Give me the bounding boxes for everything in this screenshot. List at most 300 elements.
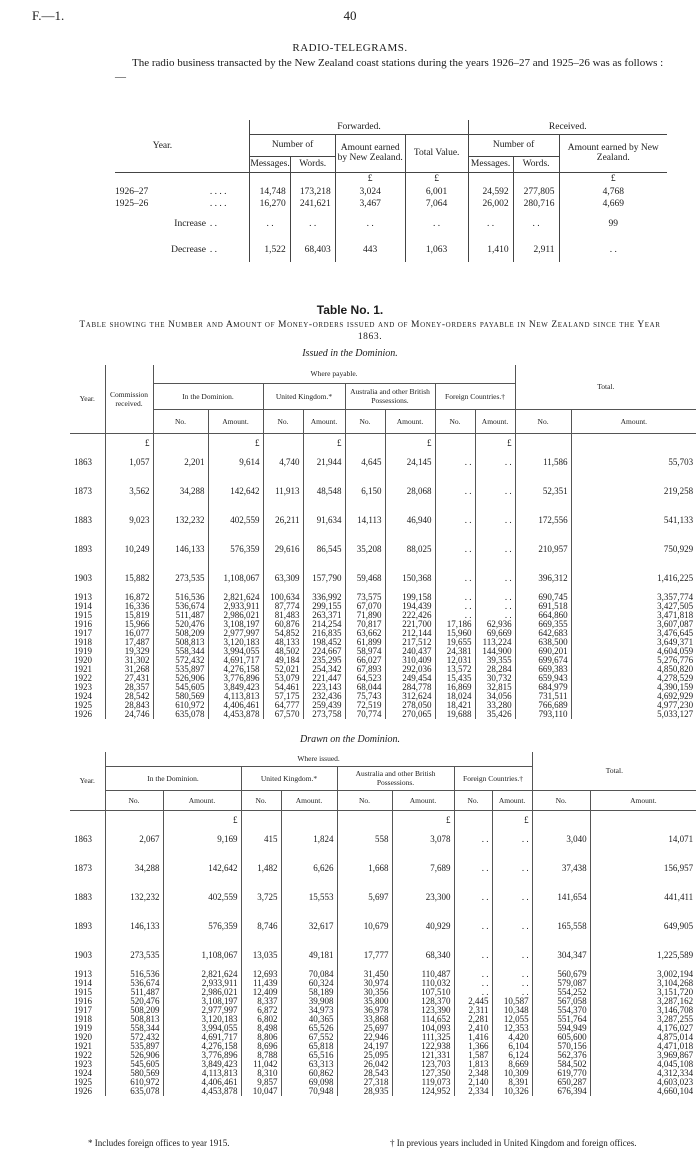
value-cell: 64,523 — [345, 674, 385, 683]
value-cell: 194,439 — [385, 602, 435, 611]
value-cell: 15,819 — [105, 611, 153, 620]
value-cell: 635,078 — [153, 710, 208, 719]
value-cell: 516,536 — [105, 970, 163, 979]
value-cell: 15,882 — [105, 564, 153, 593]
col-year: Year. — [70, 365, 105, 433]
year-cell: 1917 — [74, 1004, 92, 1015]
value-cell: 10,348 — [492, 1006, 532, 1015]
drawn-table: Year. Where issued. Total. In the Dominion. United Kingdom.* Australia and other British Possessions. Foreign Countries.† No. Amount. No. Amount. No. Amount. No. Amount. No. Amount. £ £ £ 1863 2,067 9,169 415 1,824 558 3,078 . . . . 3,040 14,071 1873 34,288 142,642 1,482 6,626 1,668 7,689 . . . . 37,438 156,957 1883 132,232 402,559 3,725 15,553 5,697 23,300 . . . . 141,654 441,411 1893 146,133 576,359 8,746 32,617 10,679 40,929 . . . . 165,558 649,905 1903 273,535 1,108,067 13,035 49,181 17,777 68,340 . . . . 304,347 1,225,589 1913 516,536 2,821,624 12,693 70,084 31,450 110,487 . . . . 560,679 3,002,194 1914 536,674 2,933,911 11,439 60,324 30,974 110,032 . . . . 579,087 3,104,268 1915 511,487 2,986,021 12,409 58,189 30,356 107,510 . . . . 554,252 3,151,720 1916 520,476 3,108,197 8,337 39,908 35,800 128,370 2,445 10,587 567,058 3,287,162 1917 508,209 2,977,997 6,872 34,973 36,978 123,390 2,311 10,348 554,370 3,146,708 1918 508,813 3,120,183 6,802 40,365 33,868 114,652 2,281 12,055 551,764 3,287,255 1919 558,344 3,994,055 8,498 65,526 25,697 104,093 2,410 12,353 594,949 4,176,027 1920 572,432 4,691,717 8,806 67,552 22,946 111,325 1,416 4,420 605,600 4,875,014 1921 535,897 4,276,158 8,696 65,818 24,197 122,938 1,366 6,104 570,156 4,471,018 1922 526,906 3,776,896 8,788 65,516 25,095 121,331 1,587 6,124 562,376 3,969,867 1923 545,605 3,849,423 11,042 63,313 26,042 123,703 1,813 8,669 584,502 4,045,108 1924 580,569 4,113,813 8,310 60,862 28,543 127,350 2,348 10,309 619,770 4,312,334 1925 610,972 4,406,461 9,857 69,098 27,318 119,073 2,140 8,391 650,287 4,603,023 1926 635,078 4,453,878 10,047 70,948 28,935 124,952 2,334 10,326 676,394 4,660,104 — [70, 752, 696, 1096]
value-cell: 15,966 — [105, 620, 153, 629]
value-cell: 4,406,461 — [208, 701, 263, 710]
value-cell: 691,518 — [515, 602, 571, 611]
value-cell: 664,860 — [515, 611, 571, 620]
value-cell: 535,897 — [105, 1042, 163, 1051]
value-cell: 635,078 — [105, 1087, 163, 1096]
value-cell: . . — [492, 912, 532, 941]
table1-caption: Table showing the Number and Amount of Money-orders issued and of Money-orders payable in New Zealand since the Year 1863. — [79, 320, 661, 342]
value-cell: 19,655 — [435, 638, 475, 647]
value-cell: 8,310 — [241, 1069, 281, 1078]
value-cell: 26,211 — [263, 506, 303, 535]
table1-title: Table No. 1. — [316, 303, 384, 317]
value-cell: 3,287,162 — [590, 997, 696, 1006]
col-total: Total. — [532, 752, 696, 790]
value-cell: 2,977,997 — [208, 629, 263, 638]
value-cell: 1,813 — [454, 1060, 492, 1069]
value-cell: 31,302 — [105, 656, 153, 665]
value-cell: 69,669 — [475, 629, 515, 638]
value-cell: . . — [435, 602, 475, 611]
value-cell: 1,416,225 — [571, 564, 696, 593]
value-cell: 107,510 — [392, 988, 454, 997]
value-cell: 66,027 — [345, 656, 385, 665]
value-cell: 263,371 — [303, 611, 345, 620]
value-cell: 10,326 — [492, 1087, 532, 1096]
value-cell: 59,468 — [345, 564, 385, 593]
value-cell: 3,002,194 — [590, 970, 696, 979]
value-cell: 560,679 — [532, 970, 590, 979]
pound-sign: £ — [208, 433, 263, 448]
page-header — [0, 8, 700, 28]
value-cell: 32,617 — [281, 912, 337, 941]
value-cell: 16,077 — [105, 629, 153, 638]
col-f-messages: Messages. — [250, 156, 290, 172]
value-cell: 54,461 — [263, 683, 303, 692]
value-cell: 12,031 — [435, 656, 475, 665]
value-cell: 766,689 — [515, 701, 571, 710]
year-cell: 1918 — [74, 636, 92, 647]
value-cell: 270,065 — [385, 710, 435, 719]
value-cell: 10,679 — [337, 912, 392, 941]
value-cell: 60,862 — [281, 1069, 337, 1078]
value-cell: 70,084 — [281, 970, 337, 979]
value-cell: 111,325 — [392, 1033, 454, 1042]
value-cell: 30,356 — [337, 988, 392, 997]
value-cell: . . — [435, 593, 475, 602]
value-cell: 36,978 — [337, 1006, 392, 1015]
value-cell: 33,868 — [337, 1015, 392, 1024]
value-cell: 536,674 — [153, 602, 208, 611]
value-cell: 3,969,867 — [590, 1051, 696, 1060]
table-row: 1926–27 . . . . 14,748 173,218 3,024 6,001 24,592 277,805 4,768 — [115, 186, 667, 198]
value-cell: . . — [454, 988, 492, 997]
value-cell: 310,409 — [385, 656, 435, 665]
value-cell: 119,073 — [392, 1078, 454, 1087]
value-cell: 4,850,820 — [571, 665, 696, 674]
value-cell: 18,421 — [435, 701, 475, 710]
value-cell: 508,209 — [153, 629, 208, 638]
value-cell: 232,436 — [303, 692, 345, 701]
value-cell: 10,047 — [241, 1087, 281, 1096]
value-cell: 3,040 — [532, 825, 590, 854]
value-cell: 144,900 — [475, 647, 515, 656]
value-cell: 65,516 — [281, 1051, 337, 1060]
table-row — [70, 1087, 696, 1096]
table-row — [70, 647, 696, 656]
value-cell: 576,359 — [208, 535, 263, 564]
value-cell: 86,545 — [303, 535, 345, 564]
col-f-words: Words. — [290, 156, 335, 172]
value-cell: 508,813 — [105, 1015, 163, 1024]
value-cell: 63,309 — [263, 564, 303, 593]
value-cell: 669,383 — [515, 665, 571, 674]
value-cell: 2,410 — [454, 1024, 492, 1033]
year-cell: 1919 — [74, 645, 92, 656]
value-cell: 676,394 — [532, 1087, 590, 1096]
value-cell: 554,370 — [532, 1006, 590, 1015]
year-cell: 1925 — [74, 1076, 92, 1087]
value-cell: 5,276,776 — [571, 656, 696, 665]
value-cell: 114,652 — [392, 1015, 454, 1024]
value-cell: 146,133 — [153, 535, 208, 564]
value-cell: 4,471,018 — [590, 1042, 696, 1051]
value-cell: 12,409 — [241, 988, 281, 997]
value-cell: 292,036 — [385, 665, 435, 674]
value-cell: 123,390 — [392, 1006, 454, 1015]
value-cell: 16,869 — [435, 683, 475, 692]
value-cell: . . — [475, 535, 515, 564]
value-cell: 75,743 — [345, 692, 385, 701]
value-cell: 3,151,720 — [590, 988, 696, 997]
value-cell: 73,575 — [345, 593, 385, 602]
value-cell: 3,078 — [392, 825, 454, 854]
value-cell: 580,569 — [153, 692, 208, 701]
value-cell: 793,110 — [515, 710, 571, 719]
value-cell: 25,095 — [337, 1051, 392, 1060]
value-cell: 6,104 — [492, 1042, 532, 1051]
value-cell: 35,800 — [337, 997, 392, 1006]
value-cell: 22,946 — [337, 1033, 392, 1042]
value-cell: 4,045,108 — [590, 1060, 696, 1069]
value-cell: 100,634 — [263, 593, 303, 602]
value-cell: 34,288 — [153, 477, 208, 506]
value-cell: 17,777 — [337, 941, 392, 970]
value-cell: 2,821,624 — [163, 970, 241, 979]
year-cell: 1914 — [74, 977, 92, 988]
radio-title: RADIO-TELEGRAMS. — [292, 42, 408, 54]
value-cell: 441,411 — [590, 883, 696, 912]
year-cell: 1920 — [74, 1031, 92, 1042]
value-cell: 619,770 — [532, 1069, 590, 1078]
value-cell: 235,295 — [303, 656, 345, 665]
value-cell: 2,977,997 — [163, 1006, 241, 1015]
footnote-dagger: † In previous years included in United Kingdom and foreign offices. — [390, 1138, 637, 1148]
value-cell: 70,774 — [345, 710, 385, 719]
value-cell: 4,691,717 — [163, 1033, 241, 1042]
value-cell: 27,431 — [105, 674, 153, 683]
value-cell: 65,526 — [281, 1024, 337, 1033]
pound-sign: £ — [475, 433, 515, 448]
value-cell: 37,438 — [532, 854, 590, 883]
value-cell: 141,654 — [532, 883, 590, 912]
value-cell: 4,692,929 — [571, 692, 696, 701]
value-cell: 1,668 — [337, 854, 392, 883]
value-cell: 132,232 — [105, 883, 163, 912]
value-cell: 3,104,268 — [590, 979, 696, 988]
year-cell: 1873 — [74, 486, 92, 496]
value-cell: 508,813 — [153, 638, 208, 647]
col-commission: Commission received. — [105, 365, 153, 433]
value-cell: 27,318 — [337, 1078, 392, 1087]
value-cell: 541,133 — [571, 506, 696, 535]
value-cell: 24,381 — [435, 647, 475, 656]
value-cell: 14,071 — [590, 825, 696, 854]
year-cell: 1923 — [74, 681, 92, 692]
page-number: 40 — [343, 8, 357, 23]
value-cell: 31,450 — [337, 970, 392, 979]
value-cell: 62,936 — [475, 620, 515, 629]
value-cell: 3,994,055 — [163, 1024, 241, 1033]
value-cell: 731,511 — [515, 692, 571, 701]
value-cell: 2,201 — [153, 448, 208, 477]
value-cell: 3,287,255 — [590, 1015, 696, 1024]
value-cell: 558,344 — [153, 647, 208, 656]
value-cell: 558 — [337, 825, 392, 854]
value-cell: 11,439 — [241, 979, 281, 988]
year-cell: 1916 — [74, 995, 92, 1006]
value-cell: 567,058 — [532, 997, 590, 1006]
value-cell: 55,703 — [571, 448, 696, 477]
col-where-payable: Where payable. — [153, 365, 515, 383]
value-cell: 259,439 — [303, 701, 345, 710]
value-cell: 558,344 — [105, 1024, 163, 1033]
value-cell: 642,683 — [515, 629, 571, 638]
value-cell: 2,334 — [454, 1087, 492, 1096]
value-cell: 91,634 — [303, 506, 345, 535]
value-cell: 4,420 — [492, 1033, 532, 1042]
value-cell: 40,365 — [281, 1015, 337, 1024]
pound-sign: £ — [163, 810, 241, 825]
value-cell: 48,133 — [263, 638, 303, 647]
value-cell: 58,189 — [281, 988, 337, 997]
year-cell: 1926 — [74, 708, 92, 719]
issued-subtitle: Issued in the Dominion. — [302, 348, 398, 359]
value-cell: 4,453,878 — [208, 710, 263, 719]
value-cell: . . — [454, 970, 492, 979]
value-cell: 31,268 — [105, 665, 153, 674]
value-cell: 570,156 — [532, 1042, 590, 1051]
drawn-subtitle: Drawn on the Dominion. — [300, 734, 400, 745]
value-cell: 122,938 — [392, 1042, 454, 1051]
value-cell: 10,249 — [105, 535, 153, 564]
radio-table — [115, 120, 667, 262]
value-cell: 57,175 — [263, 692, 303, 701]
value-cell: 25,697 — [337, 1024, 392, 1033]
value-cell: 6,626 — [281, 854, 337, 883]
table-row — [70, 448, 696, 477]
value-cell: 4,453,878 — [163, 1087, 241, 1096]
value-cell: 34,288 — [105, 854, 163, 883]
value-cell: 216,835 — [303, 629, 345, 638]
value-cell: 81,483 — [263, 611, 303, 620]
pound-sign: £ — [385, 433, 435, 448]
value-cell: 4,113,813 — [163, 1069, 241, 1078]
value-cell: 312,624 — [385, 692, 435, 701]
value-cell: 1,057 — [105, 448, 153, 477]
value-cell: 576,359 — [163, 912, 241, 941]
value-cell: 110,032 — [392, 979, 454, 988]
table-row — [70, 825, 696, 854]
value-cell: 39,355 — [475, 656, 515, 665]
value-cell: 72,519 — [345, 701, 385, 710]
col-f-amount: Amount earned by New Zealand. — [335, 134, 405, 172]
value-cell: 511,487 — [105, 988, 163, 997]
value-cell: 8,806 — [241, 1033, 281, 1042]
value-cell: 70,817 — [345, 620, 385, 629]
value-cell: 34,056 — [475, 692, 515, 701]
value-cell: . . — [435, 506, 475, 535]
value-cell: 699,674 — [515, 656, 571, 665]
value-cell: 650,287 — [532, 1078, 590, 1087]
value-cell: 88,025 — [385, 535, 435, 564]
value-cell: 49,181 — [281, 941, 337, 970]
year-cell: 1915 — [74, 986, 92, 997]
value-cell: 545,605 — [153, 683, 208, 692]
value-cell: 273,535 — [153, 564, 208, 593]
value-cell: 40,929 — [392, 912, 454, 941]
value-cell: 10,309 — [492, 1069, 532, 1078]
value-cell: . . — [492, 825, 532, 854]
value-cell: 123,703 — [392, 1060, 454, 1069]
value-cell: 219,258 — [571, 477, 696, 506]
value-cell: . . — [454, 825, 492, 854]
value-cell: 4,406,461 — [163, 1078, 241, 1087]
table-row — [70, 638, 696, 647]
value-cell: 30,974 — [337, 979, 392, 988]
value-cell: 87,774 — [263, 602, 303, 611]
table-row — [70, 656, 696, 665]
value-cell: 3,471,818 — [571, 611, 696, 620]
value-cell: 35,426 — [475, 710, 515, 719]
value-cell: 4,312,334 — [590, 1069, 696, 1078]
value-cell: 15,553 — [281, 883, 337, 912]
value-cell: 579,087 — [532, 979, 590, 988]
year-cell: 1925 — [74, 699, 92, 710]
value-cell: 304,347 — [532, 941, 590, 970]
value-cell: 1,482 — [241, 854, 281, 883]
value-cell: 249,454 — [385, 674, 435, 683]
value-cell: 28,284 — [475, 665, 515, 674]
col-total: Total. — [515, 365, 696, 409]
value-cell: 516,536 — [153, 593, 208, 602]
year-cell: 1913 — [74, 591, 92, 602]
value-cell: 4,113,813 — [208, 692, 263, 701]
value-cell: 535,897 — [153, 665, 208, 674]
value-cell: 1,366 — [454, 1042, 492, 1051]
table-row — [70, 883, 696, 912]
table-row — [70, 665, 696, 674]
year-cell: 1918 — [74, 1013, 92, 1024]
col-r-words: Words. — [513, 156, 559, 172]
year-cell: 1924 — [74, 1067, 92, 1078]
value-cell: 2,986,021 — [163, 988, 241, 997]
year-cell: 1915 — [74, 609, 92, 620]
value-cell: 52,351 — [515, 477, 571, 506]
col-australia: Australia and other British Possessions. — [345, 383, 435, 409]
value-cell: 121,331 — [392, 1051, 454, 1060]
year-cell: 1922 — [74, 1049, 92, 1060]
value-cell: 638,500 — [515, 638, 571, 647]
value-cell: 8,498 — [241, 1024, 281, 1033]
pound-sign: £ — [303, 433, 345, 448]
value-cell: 221,700 — [385, 620, 435, 629]
value-cell: 67,570 — [263, 710, 303, 719]
value-cell: 572,432 — [105, 1033, 163, 1042]
year-cell: 1920 — [74, 654, 92, 665]
value-cell: 217,512 — [385, 638, 435, 647]
value-cell: 24,145 — [385, 448, 435, 477]
value-cell: 508,209 — [105, 1006, 163, 1015]
value-cell: 63,313 — [281, 1060, 337, 1069]
value-cell: 526,906 — [105, 1051, 163, 1060]
value-cell: 2,067 — [105, 825, 163, 854]
value-cell: 4,176,027 — [590, 1024, 696, 1033]
value-cell: 402,559 — [163, 883, 241, 912]
value-cell: 2,445 — [454, 997, 492, 1006]
value-cell: 67,893 — [345, 665, 385, 674]
value-cell: 4,691,717 — [208, 656, 263, 665]
value-cell: 157,790 — [303, 564, 345, 593]
table-row — [70, 593, 696, 602]
year-cell: 1921 — [74, 1040, 92, 1051]
year-cell: 1893 — [74, 921, 92, 931]
value-cell: 610,972 — [105, 1078, 163, 1087]
value-cell: 1,416 — [454, 1033, 492, 1042]
value-cell: 113,224 — [475, 638, 515, 647]
year-cell: 1883 — [74, 515, 92, 525]
value-cell: 3,108,197 — [163, 997, 241, 1006]
value-cell: 224,667 — [303, 647, 345, 656]
year-cell: 1919 — [74, 1022, 92, 1033]
pound-sign: £ — [405, 172, 468, 186]
decrease-row: Decrease . . 1,522 68,403 443 1,063 1,410 2,911 . . — [115, 238, 667, 262]
value-cell: 67,070 — [345, 602, 385, 611]
value-cell: 551,764 — [532, 1015, 590, 1024]
value-cell: . . — [454, 941, 492, 970]
col-r-amount: Amount earned by New Zealand. — [559, 134, 667, 172]
value-cell: 15,435 — [435, 674, 475, 683]
value-cell: 284,778 — [385, 683, 435, 692]
col-foreign: Foreign Countries.† — [435, 383, 515, 409]
value-cell: 11,586 — [515, 448, 571, 477]
value-cell: 71,890 — [345, 611, 385, 620]
table-row: 1925–26 . . . . 16,270 241,621 3,467 7,064 26,002 280,716 4,669 — [115, 198, 667, 210]
col-in-dominion: In the Dominion. — [153, 383, 263, 409]
value-cell: 58,974 — [345, 647, 385, 656]
value-cell: 4,875,014 — [590, 1033, 696, 1042]
value-cell: 54,852 — [263, 629, 303, 638]
year-cell: 1921 — [74, 663, 92, 674]
value-cell: 4,604,059 — [571, 647, 696, 656]
value-cell: 3,108,197 — [208, 620, 263, 629]
value-cell: 2,933,911 — [208, 602, 263, 611]
value-cell: 11,042 — [241, 1060, 281, 1069]
table-row — [70, 692, 696, 701]
value-cell: 48,548 — [303, 477, 345, 506]
value-cell: 4,645 — [345, 448, 385, 477]
value-cell: 3,357,774 — [571, 593, 696, 602]
value-cell: 68,044 — [345, 683, 385, 692]
value-cell: 6,872 — [241, 1006, 281, 1015]
col-uk: United Kingdom.* — [263, 383, 345, 409]
table-row — [70, 854, 696, 883]
value-cell: 65,818 — [281, 1042, 337, 1051]
value-cell: 132,232 — [153, 506, 208, 535]
value-cell: 221,447 — [303, 674, 345, 683]
value-cell: 60,324 — [281, 979, 337, 988]
value-cell: 150,368 — [385, 564, 435, 593]
year-cell: 1916 — [74, 618, 92, 629]
table-row — [70, 477, 696, 506]
